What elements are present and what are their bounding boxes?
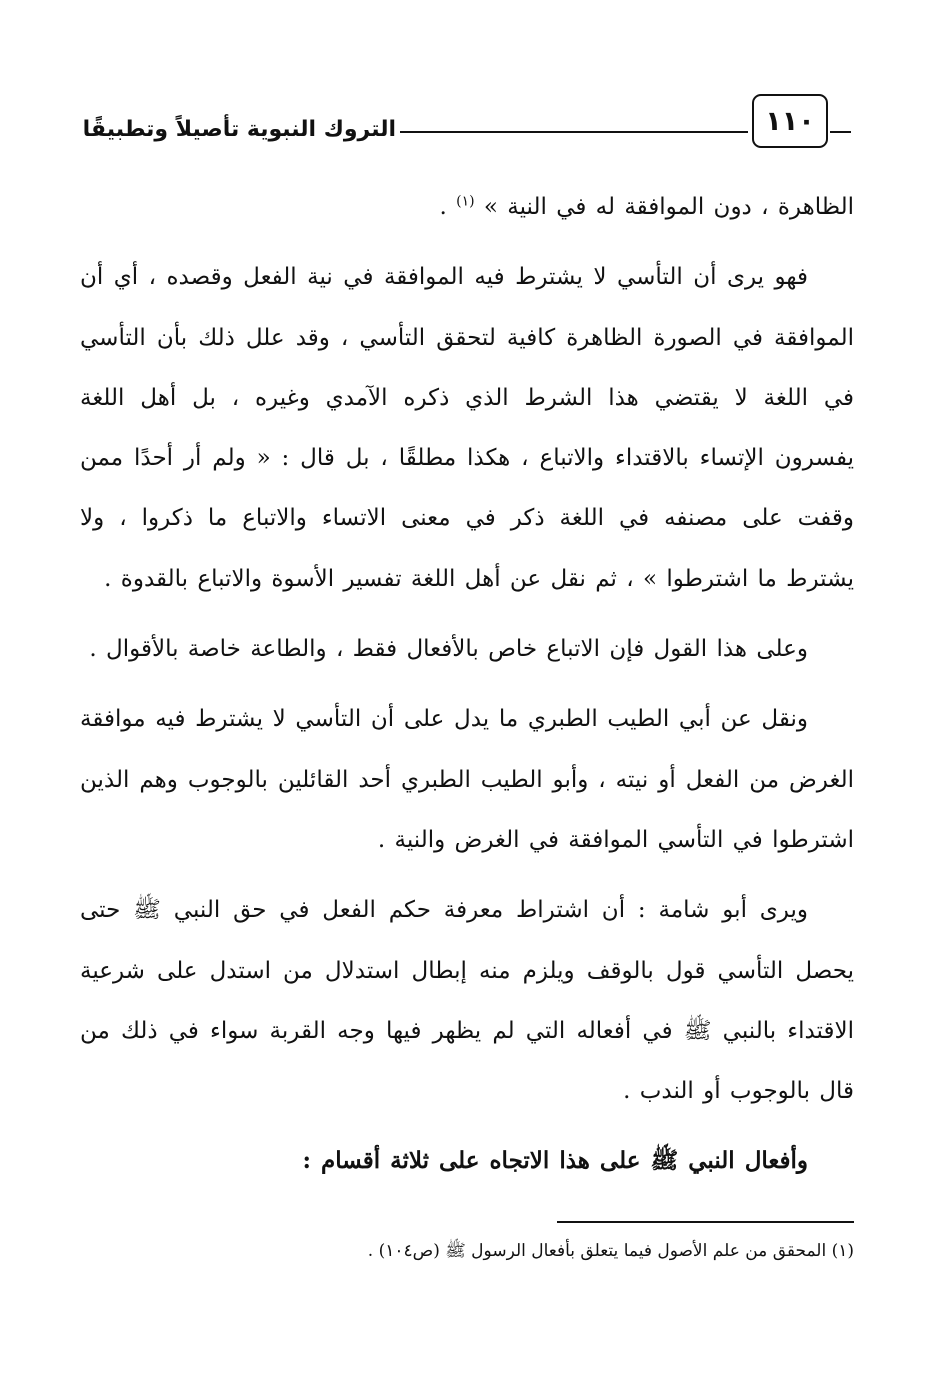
footnote-reference: (١) xyxy=(456,193,475,210)
paragraph-1-text: الظاهرة ، دون الموافقة له في النية » xyxy=(483,194,854,220)
paragraph-1 xyxy=(80,177,854,237)
paragraph-3: وعلى هذا القول فإن الاتباع خاص بالأفعال فقط ، والطاعة خاصة بالأقوال . xyxy=(89,636,808,663)
paragraph-5: ويرى أبو شامة : أن اشتراط معرفة حكم الفعل في حق النبي ﷺ حتى يحصل التأسي قول بالوقف ويلزم منه إبطال استدلال من استدل على شرعية الاقتداء بالنبي ﷺ في أفعاله التي لم يظهر فيها وجه القربة سواء في ذلك من قال بالوجوب أو الندب . xyxy=(80,897,854,1105)
running-head-title: التروك النبوية تأصيلاً وتطبيقًا xyxy=(82,117,396,142)
paragraph-1-end: . xyxy=(439,194,457,220)
header-rule xyxy=(400,131,748,133)
paragraph-2: فهو يرى أن التأسي لا يشترط فيه الموافقة في نية الفعل وقصده ، أي أن الموافقة في الصورة الظاهرة كافية لتحقق التأسي ، وقد علل ذلك بأن التأسي في اللغة لا يقتضي هذا الشرط الذي ذكره الآمدي وغيره ، بل أهل اللغة يفسرون الإتساء بالاقتداء والاتباع ، هكذا مطلقًا ، بل قال : « ولم أر أحدًا ممن وقفت على مصنفه في اللغة ذكر في معنى الاتساء والاتباع ما ذكروا ، ولا يشترط ما اشترطوا » ، ثم نقل عن أهل اللغة تفسير الأسوة والاتباع بالقدوة . xyxy=(80,264,854,592)
paragraph-4: ونقل عن أبي الطيب الطبري ما يدل على أن التأسي لا يشترط فيه موافقة الغرض من الفعل أو نيته ، وأبو الطيب الطبري أحد القائلين بالوجوب وهم الذين اشترطوا في التأسي الموافقة في الغرض والنية . xyxy=(80,706,854,853)
body-text xyxy=(80,177,854,1192)
header-rule-right xyxy=(830,131,851,133)
footnote-rule xyxy=(557,1221,854,1223)
footnote: (١) المحقق من علم الأصول فيما يتعلق بأفعال الرسول ﷺ (ص١٠٤) . xyxy=(367,1241,854,1261)
page-number: ١١٠ xyxy=(752,94,828,148)
paragraph-6-heading: وأفعال النبي ﷺ على هذا الاتجاه على ثلاثة أقسام : xyxy=(302,1147,808,1175)
